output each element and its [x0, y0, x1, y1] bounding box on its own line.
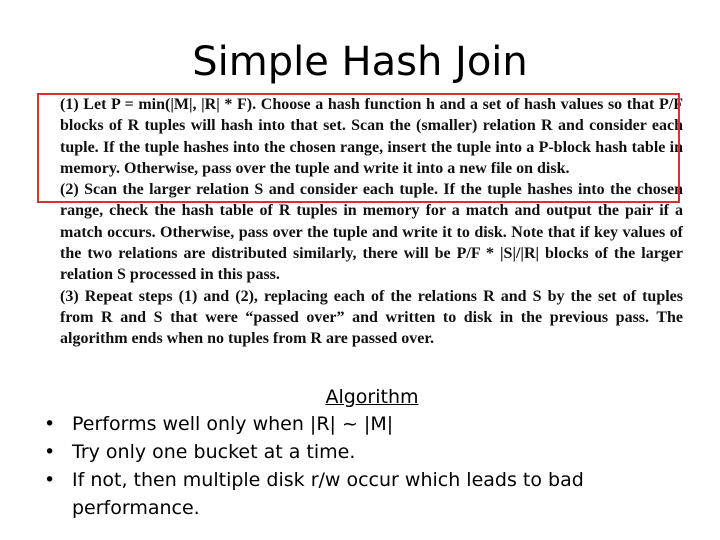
bullet-text: Performs well only when |R| ~ |M| — [72, 413, 394, 435]
bullet-item — [44, 410, 684, 438]
step-1-highlight-box — [37, 93, 680, 203]
bullet-icon: • — [44, 469, 56, 491]
algorithm-step-2: (2) Scan the larger relation S and consider each tuple. If the tuple hashes into the chosen range, check the hash table of R tuples in memory for a match and output the pair if a match occurs. Otherwise, pass over the tuple and write it to disk. Note that if key values of the two relations are distributed similarly, there will be P/F * |S|/|R| blocks of the larger relation S processed in this pass. — [60, 181, 683, 284]
algorithm-step-3: (3) Repeat steps (1) and (2), replacing each of the relations R and S by the set of tuples from R and S that were “passed over” and written to disk in the previous pass. The algorithm ends when no tuples from R are passed over. — [60, 287, 683, 348]
bullet-item — [44, 466, 684, 522]
bullet-icon: • — [44, 413, 56, 435]
bullet-icon: • — [44, 441, 56, 463]
slide-title: Simple Hash Join — [192, 39, 528, 85]
bullet-item — [44, 438, 684, 466]
algorithm-caption: Algorithm — [325, 386, 419, 408]
bullet-text: If not, then multiple disk r/w occur which leads to bad performance. — [72, 469, 584, 519]
algorithm-step-1: (1) Let P = min(|M|, |R| * F). Choose a hash function h and a set of hash values so that P/F blocks of R tuples will hash into that set. Scan the (smaller) relation R and consider each tuple. If the tuple hashes into the chosen range, insert the tuple into a P-block hash table in memory. Otherwise, pass over the tuple and write it into a new file on disk. — [60, 96, 683, 177]
bullet-text: Try only one bucket at a time. — [72, 441, 356, 463]
bullet-list — [44, 410, 684, 522]
